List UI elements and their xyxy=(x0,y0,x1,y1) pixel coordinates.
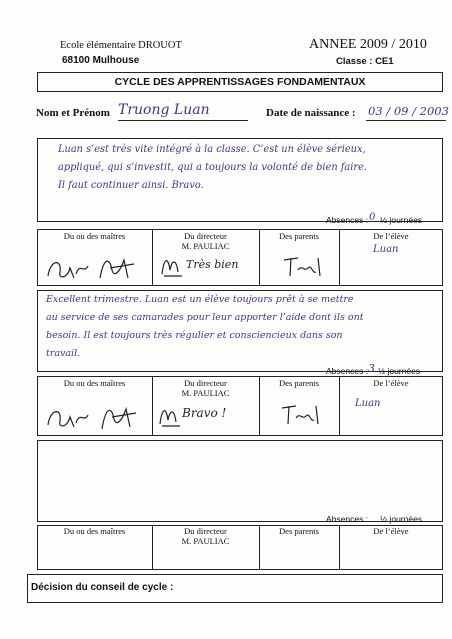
col-director: Du directeur xyxy=(184,526,227,536)
col-director: Du directeur xyxy=(184,231,227,241)
student-signature-1: Luan xyxy=(373,244,399,255)
name-label: Nom et Prénom xyxy=(36,107,110,119)
teacher-signature-1 xyxy=(40,248,150,284)
trimester-2-comment-line-2: au service de ses camarades pour leur apporter l’aide dont ils ont xyxy=(46,312,364,323)
trimester-1-comment-line-3: Il faut continuer ainsi. Bravo. xyxy=(58,180,204,191)
decision-label: Décision du conseil de cycle : xyxy=(31,582,174,593)
school-year: ANNEE 2009 / 2010 xyxy=(309,37,427,52)
teacher-signature-2 xyxy=(40,395,150,435)
trimester-1-absences-unit: ½ journées xyxy=(380,215,423,225)
student-signature-2: Luan xyxy=(355,398,381,409)
class-label: Classe : CE1 xyxy=(336,56,394,67)
trimester-2-comment-line-4: travail. xyxy=(46,348,81,359)
col-director-name: M. PAULIAC xyxy=(181,241,230,251)
birth-value: 03 / 09 / 2003 xyxy=(368,104,449,118)
director-signature-1 xyxy=(158,250,188,280)
col-parents: Des parents xyxy=(279,231,319,241)
birth-underline xyxy=(366,120,446,121)
director-comment-1: Très bien xyxy=(186,258,239,271)
col-teachers: Du ou des maîtres xyxy=(63,526,126,536)
school-city: 68100 Mulhouse xyxy=(62,55,140,66)
parent-signature-2 xyxy=(276,400,326,430)
trimester-3-comment-box xyxy=(37,440,443,522)
col-student: De l’élève xyxy=(373,231,409,241)
trimester-2-comment-line-1: Excellent trimestre. Luan est un élève toujours prêt à se mettre xyxy=(46,294,354,305)
col-director: Du directeur xyxy=(184,378,227,388)
school-name: Ecole élémentaire DROUOT xyxy=(60,40,182,51)
trimester-1-absences-label: Absences : xyxy=(326,215,369,225)
page-title: CYCLE DES APPRENTISSAGES FONDAMENTAUX xyxy=(114,76,366,88)
col-teachers: Du ou des maîtres xyxy=(63,231,126,241)
col-student: De l’élève xyxy=(373,378,409,388)
trimester-1-comment-line-2: appliqué, qui s’investit, qui a toujours la volonté de bien faire. xyxy=(58,162,367,173)
trimester-2-absences-label: Absences : xyxy=(326,366,369,376)
trimester-2-comment-line-3: besoin. Il est toujours très régulier et consciencieux dans son xyxy=(46,330,343,341)
name-value: Truong Luan xyxy=(118,102,210,118)
col-director-name: M. PAULIAC xyxy=(181,536,230,546)
col-teachers: Du ou des maîtres xyxy=(63,378,126,388)
trimester-2-absences-unit: ½ journées xyxy=(378,366,421,376)
name-underline xyxy=(118,120,248,121)
trimester-3-absences-unit: ½ journées xyxy=(380,514,423,524)
birth-label: Date de naissance : xyxy=(266,107,356,119)
trimester-1-comment-line-1: Luan s’est très vite intégré à la classe. C’est un élève sérieux, xyxy=(58,144,366,155)
trimester-1-absences-value: 0 xyxy=(369,212,376,223)
col-director-name: M. PAULIAC xyxy=(181,388,230,398)
trimester-3-absences-label: Absences : xyxy=(326,514,369,524)
director-comment-2: Bravo ! xyxy=(182,406,227,420)
trimester-2-absences-value: 3 xyxy=(368,362,375,375)
parent-signature-1 xyxy=(278,252,328,282)
col-parents: Des parents xyxy=(279,526,319,536)
col-student: De l’élève xyxy=(373,526,409,536)
col-parents: Des parents xyxy=(279,378,319,388)
